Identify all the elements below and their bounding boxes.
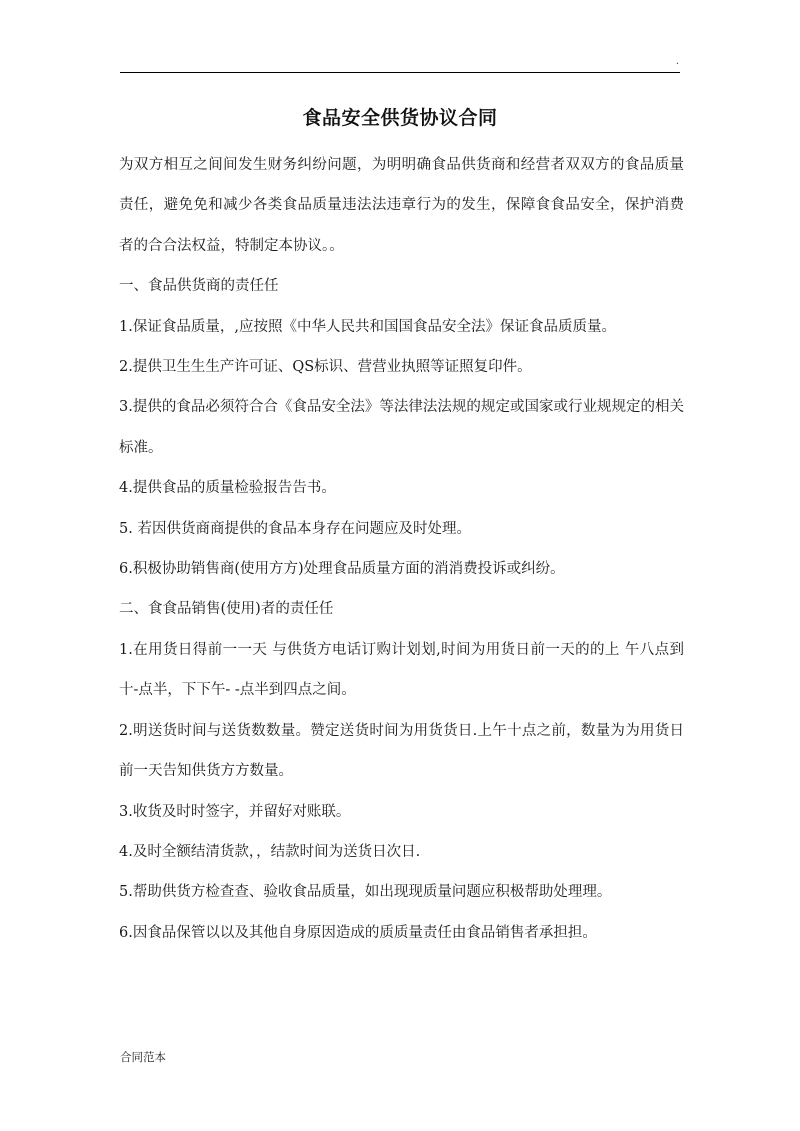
- section-heading-seller: 二、食食品销售(使用)者的责任任: [119, 601, 334, 618]
- document-title: 食品安全供货协议合同: [302, 107, 498, 129]
- header-rule: [120, 72, 680, 73]
- supplier-clause-6: 6.积极协助销售商(使用方方)处理食品质量方面的消消费投诉或纠纷。: [119, 561, 565, 578]
- document-body: [119, 145, 684, 953]
- seller-clause-1: 1.在用货日得前一一天 与供货方电话订购计划划,时间为用货日前一天的的上 午八点到十-点半，下下午- -点半到四点之间。: [119, 641, 684, 699]
- supplier-clause-1: 1.保证食品质量，,应按照《中华人民共和国国食品安全法》保证食品质质量。: [119, 318, 616, 335]
- header-mark: .: [675, 56, 679, 67]
- seller-clause-4: 4.及时全额结清货款，，结款时间为送货日次日.: [119, 843, 421, 860]
- seller-clause-5: 5.帮助供货方检查查、验收食品质量，如出现现质量问题应积极帮助处理理。: [119, 884, 612, 901]
- supplier-clause-4: 4.提供食品的质量检验报告告书。: [119, 480, 336, 497]
- supplier-clause-3: 3.提供的食品必须符合合《食品安全法》等法律法法规的规定或国家或行业规规定的相关标准。: [119, 399, 684, 456]
- preamble-paragraph: 为双方相互之间间发生财务纠纷问题，为明明确食品供货商和经营者双双方的食品质量责任，避免免和减少各类食品质量违法法违章行为的发生，保障食食品安全，保护消费者的合合法权益，特制定本协议。。: [119, 157, 684, 254]
- supplier-clause-2: 2.提供卫生生生产许可证、QS标识、营营业执照等证照复印件。: [119, 359, 532, 376]
- seller-clause-6: 6.因食品保管以以及其他自身原因造成的质质量责任由食品销售者承担担。: [119, 924, 597, 941]
- supplier-clause-5: 5. 若因供货商商提供的食品本身存在问题应及时处理。: [119, 520, 471, 537]
- footer-label: 合同范本: [120, 1050, 166, 1064]
- seller-clause-2: 2.明送货时间与送货数数量。赞定送货时间为用货货日.上午十点之前，数量为为用货日前一天告知供货方方数量。: [119, 722, 684, 780]
- seller-clause-3: 3.收货及时时签字，并留好对账联。: [119, 803, 351, 820]
- section-heading-supplier: 一、食品供货商的责任任: [119, 278, 279, 295]
